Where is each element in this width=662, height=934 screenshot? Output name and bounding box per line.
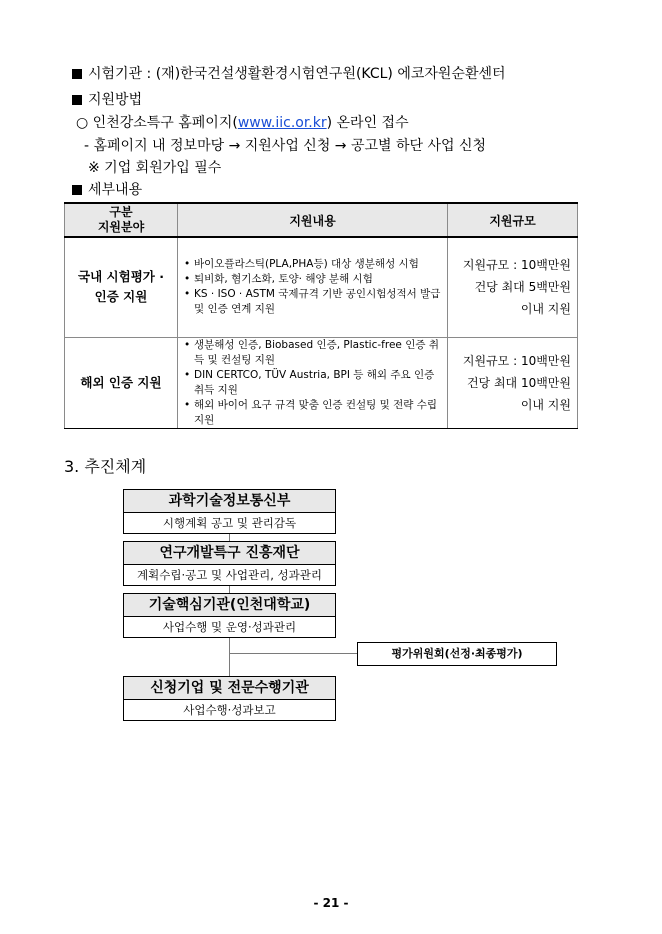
header-scale: 지원규모 — [448, 203, 578, 237]
table-row — [65, 337, 578, 428]
org-box-sub: 사업수행 및 운영·성과관리 — [162, 620, 297, 634]
square-bullet-icon — [72, 69, 82, 79]
connector-line — [229, 653, 357, 654]
section-title: 3. 추진체계 — [64, 457, 147, 476]
table-row — [65, 237, 578, 337]
org-box-core-institution — [123, 593, 336, 638]
header-content: 지원내용 — [178, 203, 448, 237]
apply-note: ※ 기업 회원가입 필수 — [88, 160, 222, 176]
list-item: • DIN CERTCO, TÜV Austria, BPI 등 해외 주요 인증 취득 지원 — [184, 368, 443, 398]
apply-path: - 홈페이지 내 정보마당 → 지원사업 신청 → 공고별 하단 사업 신청 — [84, 138, 487, 154]
details-heading: 세부내용 — [72, 179, 142, 199]
org-box-sub: 시행계획 공고 및 관리감독 — [162, 516, 297, 530]
list-item: • 바이오플라스틱(PLA,PHA등) 대상 생분해성 시험 — [184, 257, 443, 272]
org-box-sub: 사업수행·성과보고 — [183, 703, 276, 717]
list-item: • KS · ISO · ASTM 국제규격 기반 공인시험성적서 발급 및 인증 연계 지원 — [184, 287, 443, 317]
header-category: 구분 지원분야 — [65, 203, 178, 237]
homepage-link[interactable]: www.iic.or.kr — [237, 115, 327, 131]
org-box-msit — [123, 489, 336, 534]
org-box-applicant — [123, 676, 336, 721]
apply-line: ○ 인천강소특구 홈페이지(www.iic.or.kr) 온라인 접수 — [76, 115, 409, 131]
page-number: - 21 - — [313, 896, 349, 910]
support-table — [64, 202, 578, 429]
square-bullet-icon — [72, 185, 82, 195]
row-category: 국내 시험평가 · 인증 지원 — [65, 237, 178, 337]
square-bullet-icon — [72, 95, 82, 105]
list-item: • 퇴비화, 혐기소화, 토양· 해양 분해 시험 — [184, 272, 443, 287]
list-item: • 해외 바이어 요구 규격 맞춤 인증 컨설팅 및 전략 수립 지원 — [184, 398, 443, 428]
row-scale: 지원규모 : 10백만원 건당 최대 10백만원 이내 지원 — [448, 337, 578, 428]
row-scale: 지원규모 : 10백만원 건당 최대 5백만원 이내 지원 — [448, 237, 578, 337]
connector-line — [229, 637, 230, 677]
table-header-row — [65, 203, 578, 237]
org-box-title: 과학기술정보통신부 — [124, 490, 335, 513]
org-line: 시험기관 : (재)한국건설생활환경시험연구원(KCL) 에코자원순환센터 — [72, 63, 506, 83]
row-content — [178, 237, 448, 337]
eval-committee-box: 평가위원회(선정·최종평가) — [357, 642, 557, 666]
org-box-foundation — [123, 541, 336, 586]
method-heading: 지원방법 — [72, 89, 142, 109]
row-content — [178, 337, 448, 428]
row-category: 해외 인증 지원 — [65, 337, 178, 428]
org-box-sub: 계획수립·공고 및 사업관리, 성과관리 — [137, 568, 322, 582]
org-box-title: 신청기업 및 전문수행기관 — [124, 677, 335, 700]
org-box-title: 기술핵심기관(인천대학교) — [124, 594, 335, 617]
org-box-title: 연구개발특구 진흥재단 — [124, 542, 335, 565]
list-item: • 생분해성 인증, Biobased 인증, Plastic-free 인증 취득 및 컨설팅 지원 — [184, 338, 443, 368]
